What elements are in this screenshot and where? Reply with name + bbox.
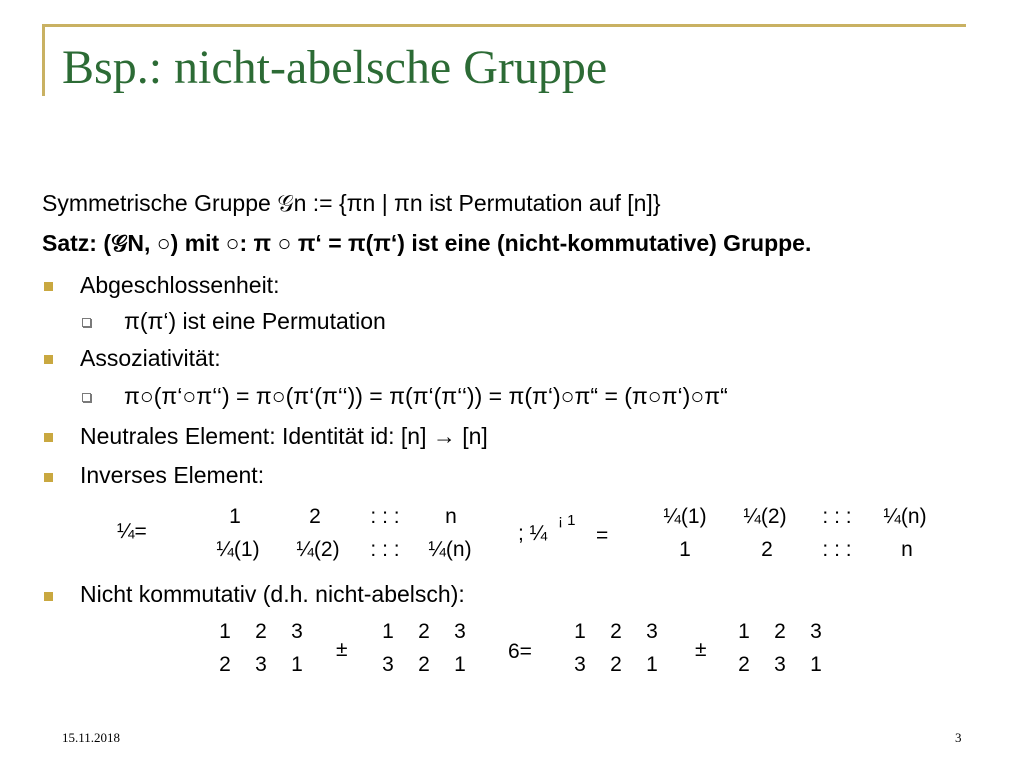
not-equal-operator: 6= <box>508 640 532 663</box>
bullet-icon <box>44 282 53 291</box>
bullet-icon <box>44 592 53 601</box>
matrix-cell: 2 <box>418 620 430 643</box>
compose-operator: ± <box>695 638 707 661</box>
matrix-cell: 2 <box>610 620 622 643</box>
matrix-cell: ¼(n) <box>428 538 472 561</box>
footer-page-number: 3 <box>955 730 962 745</box>
matrix-cell: 2 <box>774 620 786 643</box>
bullet-icon <box>44 473 53 482</box>
inverse-exponent: ¡ 1 <box>558 512 576 529</box>
sub-bullet-icon <box>82 393 91 402</box>
sub-bullet-associativity: π○(π‘○π‘‘) = π○(π‘(π‘‘)) = π(π‘(π‘‘)) = π(π‘)○π“ = (π○π‘)○π“ <box>124 383 728 409</box>
matrix-cell: 2 <box>738 653 750 676</box>
matrix-cell: ¼(1) <box>663 505 707 528</box>
matrix-cell: n <box>445 505 457 528</box>
matrix-cell: : : : <box>822 538 852 561</box>
definition-line: Symmetrische Gruppe 𝒢n := {πn | πn ist Permutation auf [n]} <box>42 190 661 216</box>
slide-title: Bsp.: nicht-abelsche Gruppe <box>62 41 608 94</box>
bullet-associativity: Assoziativität: <box>80 345 221 371</box>
bullet-noncommutative: Nicht kommutativ (d.h. nicht-abelsch): <box>80 581 465 607</box>
matrix-cell: 1 <box>291 653 303 676</box>
matrix-cell: : : : <box>370 538 400 561</box>
bullet-inverse: Inverses Element: <box>80 462 265 488</box>
frame-left-rule <box>42 24 45 96</box>
matrix-cell: 1 <box>810 653 822 676</box>
matrix-cell: : : : <box>822 505 852 528</box>
matrix-cell: 3 <box>255 653 267 676</box>
matrix-cell: 2 <box>761 538 773 561</box>
bullet-icon <box>44 433 53 442</box>
bullet-closure: Abgeschlossenheit: <box>80 272 280 298</box>
theorem-line: Satz: (𝒢N, ○) mit ○: π ○ π‘ = π(π‘) ist eine (nicht-kommutative) Gruppe. <box>42 230 812 256</box>
matrix-cell: n <box>901 538 913 561</box>
matrix-cell: 3 <box>291 620 303 643</box>
matrix-cell: 1 <box>454 653 466 676</box>
matrix-cell: 2 <box>309 505 321 528</box>
sub-bullet-closure: π(π‘) ist eine Permutation <box>124 308 386 334</box>
footer-date: 15.11.2018 <box>62 730 121 745</box>
bullet-icon <box>44 355 53 364</box>
matrix-cell: 1 <box>738 620 750 643</box>
matrix-cell: ¼(1) <box>216 538 260 561</box>
matrix-cell: 1 <box>382 620 394 643</box>
pi-label: ¼= <box>117 520 147 543</box>
matrix-cell: 1 <box>646 653 658 676</box>
matrix-cell: ¼(2) <box>296 538 340 561</box>
matrix-cell: 3 <box>646 620 658 643</box>
matrix-cell: 1 <box>679 538 691 561</box>
matrix-cell: 3 <box>382 653 394 676</box>
inverse-equals: = <box>596 524 609 547</box>
matrix-cell: 2 <box>255 620 267 643</box>
inverse-label: ; ¼ <box>518 522 548 545</box>
sub-bullet-icon <box>82 318 91 327</box>
matrix-cell: 1 <box>574 620 586 643</box>
compose-operator: ± <box>336 638 348 661</box>
matrix-cell: 2 <box>418 653 430 676</box>
matrix-cell: 3 <box>574 653 586 676</box>
matrix-cell: 1 <box>229 505 241 528</box>
matrix-cell: 1 <box>219 620 231 643</box>
matrix-cell: 2 <box>219 653 231 676</box>
matrix-cell: ¼(n) <box>883 505 927 528</box>
frame-top-rule <box>42 24 966 27</box>
matrix-cell: 3 <box>774 653 786 676</box>
matrix-cell: : : : <box>370 505 400 528</box>
matrix-cell: 2 <box>610 653 622 676</box>
matrix-cell: 3 <box>454 620 466 643</box>
matrix-cell: ¼(2) <box>743 505 787 528</box>
matrix-cell: 3 <box>810 620 822 643</box>
bullet-neutral: Neutrales Element: Identität id: [n] → [n] <box>80 423 488 449</box>
